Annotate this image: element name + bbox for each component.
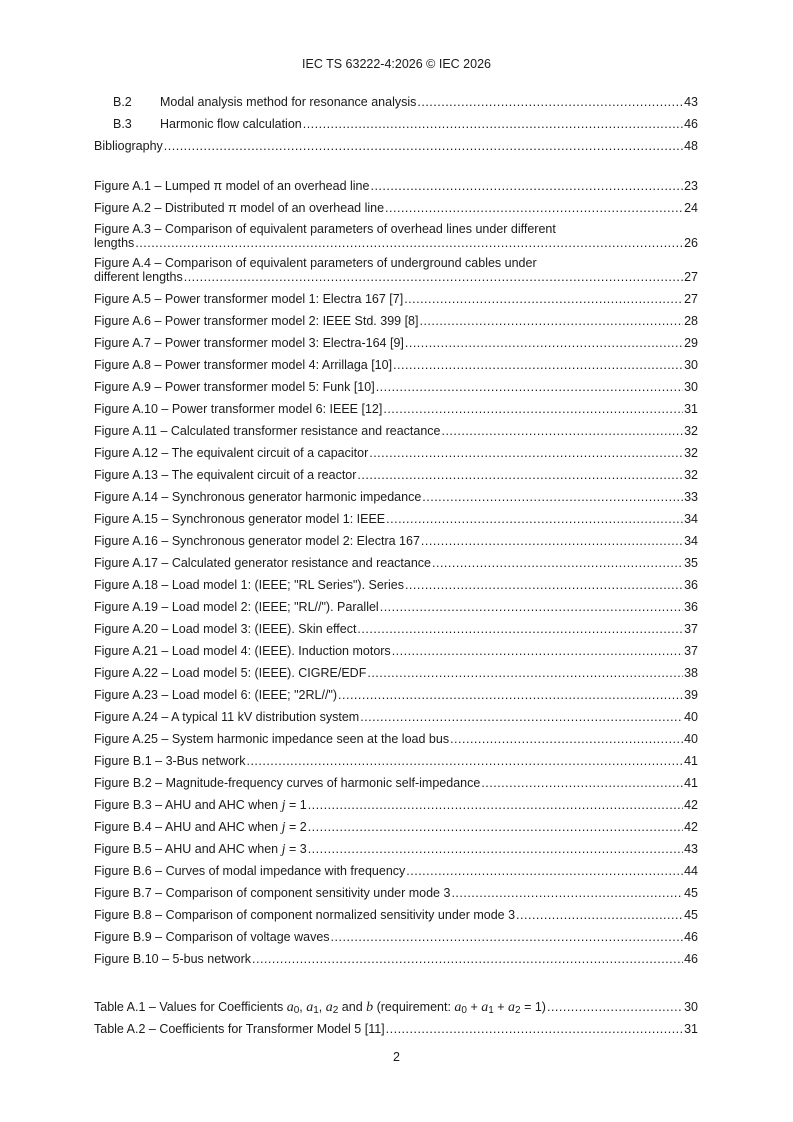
figure-title: Figure B.10 – 5-bus network (94, 952, 252, 966)
figure-title: Figure A.13 – The equivalent circuit of a reactor (94, 468, 357, 482)
figure-list (94, 288, 698, 794)
toc-entry-figure[interactable] (94, 948, 698, 970)
toc-entry-figure[interactable] (94, 530, 698, 552)
page-number: 37 (684, 644, 698, 658)
figure-title: Figure A.19 – Load model 2: (IEEE; "RL//"). Parallel (94, 600, 379, 614)
figure-title: Figure B.1 – 3-Bus network (94, 754, 246, 768)
figure-title: Figure A.17 – Calculated generator resistance and reactance (94, 556, 432, 570)
figure-title: Figure B.4 – AHU and AHC when j = 2 (94, 820, 307, 835)
page-number: 37 (684, 622, 698, 636)
page-number: 48 (684, 139, 698, 153)
toc-entry-figure[interactable] (94, 288, 698, 310)
toc-entry-figure[interactable] (94, 420, 698, 442)
figure-title-line1: Figure A.4 – Comparison of equivalent parameters of underground cables under (94, 256, 537, 270)
figure-title: Figure B.2 – Magnitude-frequency curves of harmonic self-impedance (94, 776, 481, 790)
page-header: IEC TS 63222-4:2026 © IEC 2026 (302, 57, 491, 71)
page-number: 28 (684, 314, 698, 328)
figure-list-b6-b10 (94, 860, 698, 970)
toc-entry-figure[interactable] (94, 772, 698, 794)
toc-entry-figure[interactable] (94, 332, 698, 354)
page-footer-number: 2 (393, 1050, 400, 1064)
table-title: Table A.1 – Values for Coefficients $a_0$, $a_1$, $a_2$ and b (requirement: $a_0 + a_1 + a_2 = 1$) (94, 1000, 546, 1016)
page-number: 24 (684, 201, 698, 215)
section-title: Harmonic flow calculation (160, 117, 302, 131)
figure-title: Figure A.20 – Load model 3: (IEEE). Skin effect (94, 622, 357, 636)
toc-entry-figure[interactable] (94, 750, 698, 772)
page-number: 32 (684, 468, 698, 482)
page-number: 30 (684, 380, 698, 394)
page-number: 41 (684, 754, 698, 768)
section-title: Modal analysis method for resonance analysis (160, 95, 417, 109)
page-number: 45 (684, 886, 698, 900)
toc-entry-figure[interactable] (94, 904, 698, 926)
figure-title: Figure A.10 – Power transformer model 6: IEEE [12] (94, 402, 383, 416)
figure-title: Figure A.15 – Synchronous generator model 1: IEEE (94, 512, 386, 526)
page-number: 43 (684, 95, 698, 109)
toc-entry-figure[interactable] (94, 816, 698, 838)
page-number: 34 (684, 534, 698, 548)
toc-entry-b2[interactable] (94, 91, 698, 113)
figure-title: Figure B.6 – Curves of modal impedance with frequency (94, 864, 406, 878)
toc-entry-figure[interactable] (94, 926, 698, 948)
toc-entry-figure[interactable] (94, 838, 698, 860)
toc-entry-figure[interactable] (94, 706, 698, 728)
page-number: 36 (684, 600, 698, 614)
list-of-figures (94, 175, 698, 970)
toc-entry-figure[interactable] (94, 618, 698, 640)
figure-title: Figure A.9 – Power transformer model 5: Funk [10] (94, 380, 375, 394)
figure-title: Figure A.16 – Synchronous generator model 2: Electra 167 (94, 534, 420, 548)
list-of-tables (94, 996, 698, 1040)
figure-title: Figure A.2 – Distributed π model of an overhead line (94, 201, 385, 215)
figure-title: Figure A.25 – System harmonic impedance seen at the load bus (94, 732, 450, 746)
toc-entry-bibliography[interactable] (94, 135, 698, 157)
figure-title: Figure A.6 – Power transformer model 2: IEEE Std. 399 [8] (94, 314, 419, 328)
page-number: 40 (684, 732, 698, 746)
figure-title: Figure A.22 – Load model 5: (IEEE). CIGRE/EDF (94, 666, 367, 680)
toc-entry-figure[interactable] (94, 574, 698, 596)
figure-title: Figure A.21 – Load model 4: (IEEE). Induction motors (94, 644, 391, 658)
page-number: 36 (684, 578, 698, 592)
toc-entry-figure[interactable] (94, 486, 698, 508)
page-number: 44 (684, 864, 698, 878)
toc-entry-figure[interactable] (94, 662, 698, 684)
page-number: 42 (684, 820, 698, 834)
bibliography-title: Bibliography (94, 139, 163, 153)
page-number: 46 (684, 930, 698, 944)
page-number: 46 (684, 952, 698, 966)
table-title: Table A.2 – Coefficients for Transformer Model 5 [11] (94, 1022, 385, 1036)
page-number: 34 (684, 512, 698, 526)
page-number: 23 (684, 179, 698, 193)
section-number: B.3 (113, 117, 132, 131)
page-number: 31 (684, 1022, 698, 1036)
page-number: 27 (684, 292, 698, 306)
toc-entry-b3[interactable] (94, 113, 698, 135)
toc-entry-figure[interactable] (94, 442, 698, 464)
page-number: 40 (684, 710, 698, 724)
page-number: 26 (684, 235, 698, 250)
page-number: 27 (684, 269, 698, 284)
toc-entry-fig-a3[interactable] (94, 223, 698, 250)
figure-title: Figure A.5 – Power transformer model 1: Electra 167 [7] (94, 292, 404, 306)
page-number: 45 (684, 908, 698, 922)
page-number: 41 (684, 776, 698, 790)
page-number: 31 (684, 402, 698, 416)
toc-entry-figure[interactable] (94, 398, 698, 420)
page-number: 32 (684, 424, 698, 438)
toc-entry-table-a1[interactable] (94, 996, 698, 1018)
toc-entry-figure[interactable] (94, 684, 698, 706)
figure-title: Figure B.7 – Comparison of component sensitivity under mode 3 (94, 886, 451, 900)
toc-entry-fig-a2[interactable] (94, 197, 698, 219)
toc-entry-figure[interactable] (94, 794, 698, 816)
figure-title-line1: Figure A.3 – Comparison of equivalent parameters of overhead lines under different (94, 222, 556, 236)
page-number: 32 (684, 446, 698, 460)
figure-title-line2: lengths (94, 235, 135, 250)
figure-title: Figure A.14 – Synchronous generator harmonic impedance (94, 490, 422, 504)
figure-title: Figure A.24 – A typical 11 kV distribution system (94, 710, 360, 724)
page-number: 43 (684, 842, 698, 856)
figure-title: Figure B.5 – AHU and AHC when j = 3 (94, 842, 307, 857)
figure-title: Figure B.8 – Comparison of component normalized sensitivity under mode 3 (94, 908, 516, 922)
toc-entry-figure[interactable] (94, 354, 698, 376)
section-number: B.2 (113, 95, 132, 109)
toc-entry-figure[interactable] (94, 882, 698, 904)
figure-title-line2: different lengths (94, 269, 183, 284)
figure-title: Figure A.8 – Power transformer model 4: Arrillaga [10] (94, 358, 393, 372)
toc-entry-figure[interactable] (94, 508, 698, 530)
figure-title: Figure B.9 – Comparison of voltage waves (94, 930, 330, 944)
toc-entry-figure[interactable] (94, 552, 698, 574)
figure-title: Figure A.23 – Load model 6: (IEEE; "2RL//") (94, 688, 338, 702)
figure-title: Figure A.12 – The equivalent circuit of a capacitor (94, 446, 369, 460)
toc-entry-fig-a4[interactable] (94, 257, 698, 284)
page-number: 39 (684, 688, 698, 702)
figure-list-b3-b5 (94, 794, 698, 860)
toc-entry-fig-a1[interactable] (94, 175, 698, 197)
toc-entry-table-a2[interactable] (94, 1018, 698, 1040)
page-number: 35 (684, 556, 698, 570)
figure-title: Figure A.18 – Load model 1: (IEEE; "RL Series"). Series (94, 578, 404, 592)
page-number: 30 (684, 1000, 698, 1014)
figure-title: Figure A.7 – Power transformer model 3: Electra-164 [9] (94, 336, 404, 350)
toc-entry-figure[interactable] (94, 640, 698, 662)
toc-entry-figure[interactable] (94, 464, 698, 486)
page-number: 29 (684, 336, 698, 350)
figure-title: Figure B.3 – AHU and AHC when j = 1 (94, 798, 307, 813)
page-number: 38 (684, 666, 698, 680)
toc-entry-figure[interactable] (94, 310, 698, 332)
figure-title: Figure A.11 – Calculated transformer resistance and reactance (94, 424, 441, 438)
toc-entry-figure[interactable] (94, 728, 698, 750)
toc-entry-figure[interactable] (94, 860, 698, 882)
toc-entry-figure[interactable] (94, 376, 698, 398)
page-number: 46 (684, 117, 698, 131)
toc-sections (94, 91, 698, 157)
toc-entry-figure[interactable] (94, 596, 698, 618)
page-number: 30 (684, 358, 698, 372)
page-number: 42 (684, 798, 698, 812)
page-number: 33 (684, 490, 698, 504)
figure-title: Figure A.1 – Lumped π model of an overhead line (94, 179, 370, 193)
